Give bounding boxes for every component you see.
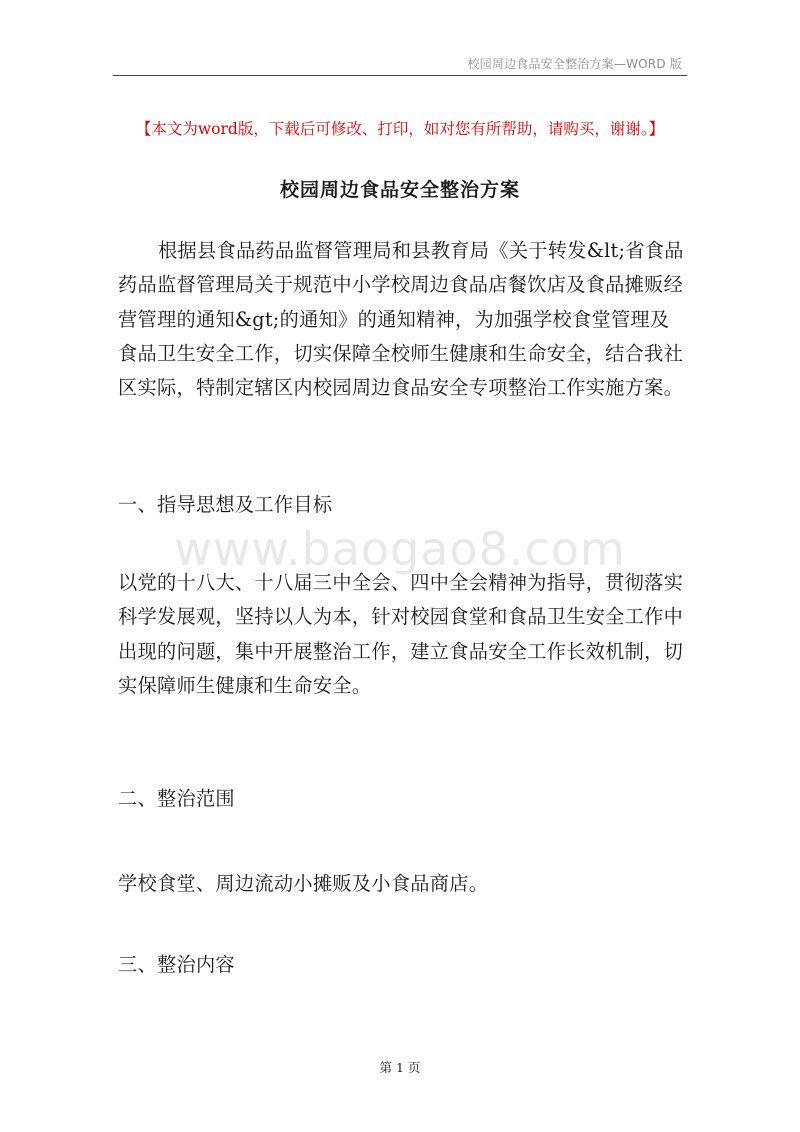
section-heading-2: 二、整治范围 bbox=[118, 787, 235, 810]
document-title: 校园周边食品安全整治方案 bbox=[279, 179, 520, 201]
page-number: 第 1 页 bbox=[379, 1060, 421, 1075]
site-watermark: www.baogao8.com bbox=[174, 522, 626, 576]
header-divider bbox=[113, 75, 687, 76]
download-notice: 【本文为word版，下载后可修改、打印，如对您有所帮助，请购买，谢谢。】 bbox=[135, 120, 665, 138]
section-heading-3: 三、整治内容 bbox=[118, 953, 235, 976]
intro-paragraph: 根据县食品药品监督管理局和县教育局《关于转发&lt;省食品药品监督管理局关于规范中小学校周边食品店餐饮店及食品摊贩经营管理的通知&gt;的通知》的通知精神，为加强学校食堂管理及食品卫生安全工作，切实保障全校师生健康和生命安全，结合我社区实际，特制定辖区内校园周边食品安全专项整治工作实施方案。 bbox=[118, 239, 684, 400]
section-body-1: 以党的十八大、十八届三中全会、四中全会精神为指导，贯彻落实科学发展观，坚持以人为本，针对校园食堂和食品卫生安全工作中出现的问题，集中开展整治工作，建立食品安全工作长效机制，切实保障师生健康和生命安全。 bbox=[118, 571, 684, 697]
section-body-2: 学校食堂、周边流动小摊贩及小食品商店。 bbox=[118, 872, 489, 895]
running-header: 校园周边食品安全整治方案—WORD 版 bbox=[467, 57, 682, 71]
section-heading-1: 一、指导思想及工作目标 bbox=[118, 493, 333, 516]
